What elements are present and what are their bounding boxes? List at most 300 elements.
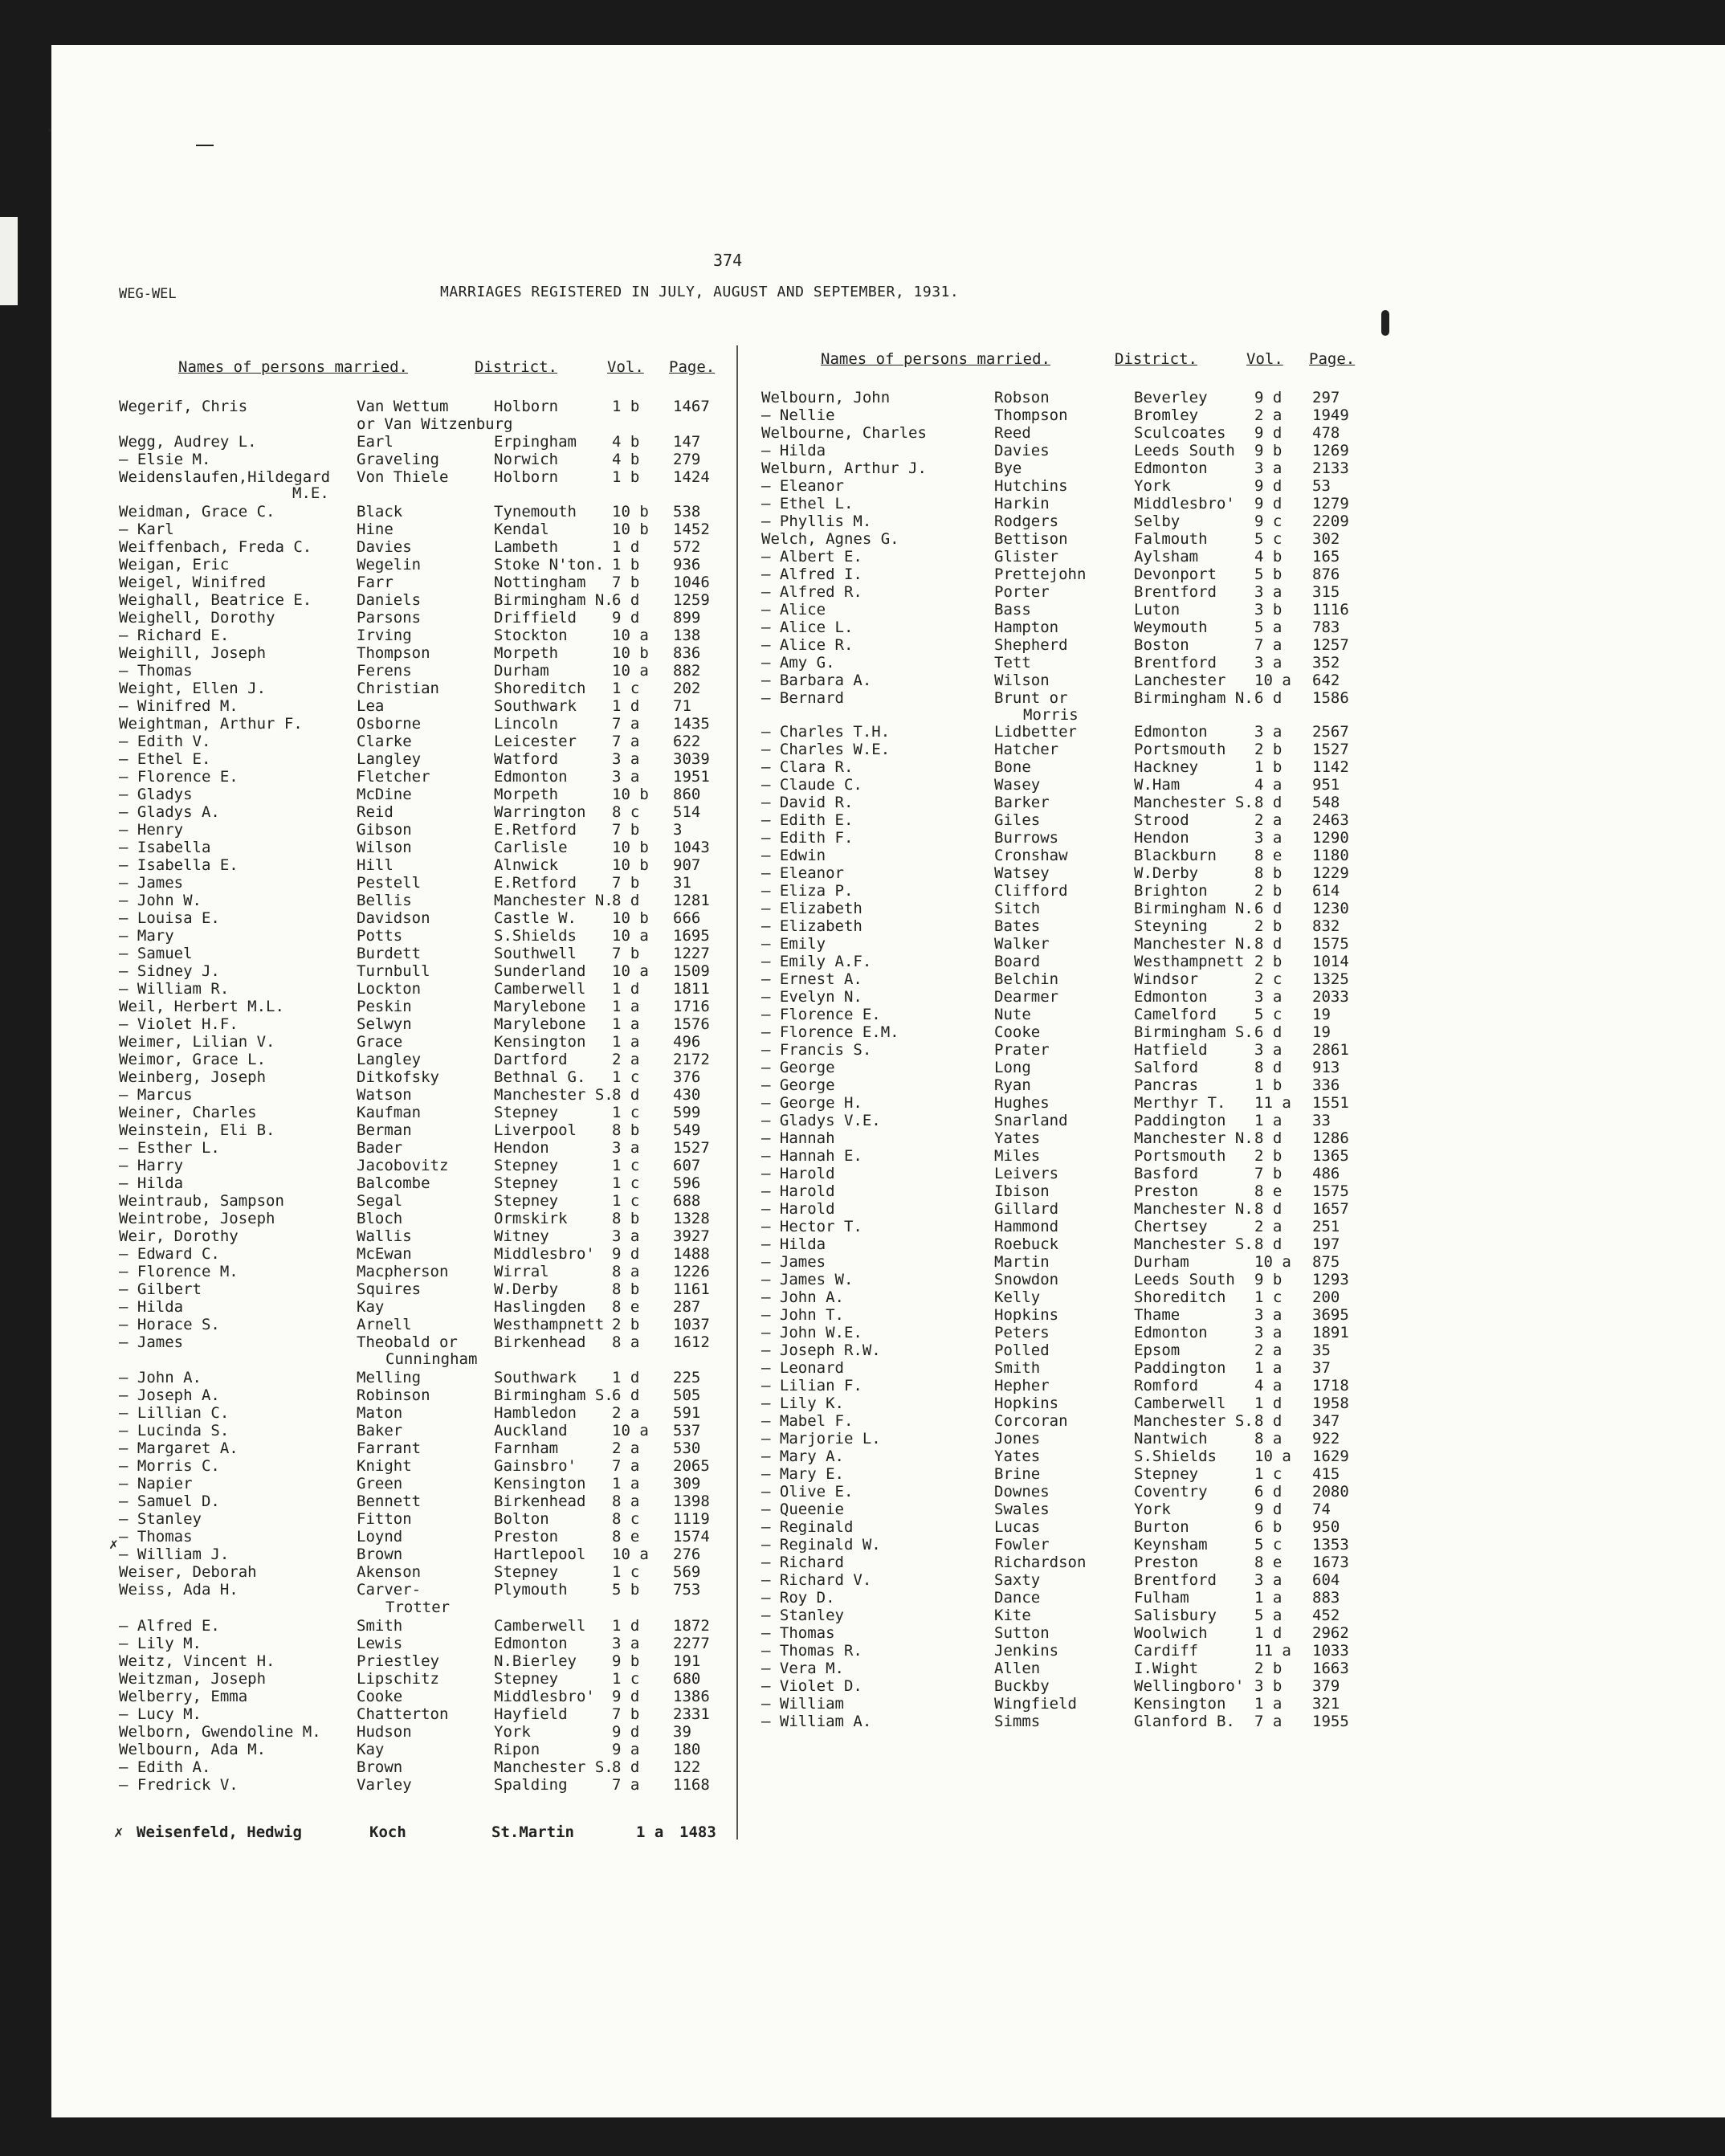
scan-blot: [1381, 310, 1389, 336]
entry-vol: 3 a: [1254, 1041, 1283, 1059]
entry-name: — Eliza P.: [761, 882, 854, 900]
entry-spouse: Kaufman: [357, 1104, 422, 1121]
section-code: WEG-WEL: [119, 286, 177, 302]
entry-page: 200: [1312, 1288, 1340, 1306]
entry-vol: 3 b: [1254, 601, 1283, 619]
entry-page: 514: [673, 803, 701, 821]
entry-page: 1955: [1312, 1713, 1349, 1730]
entry-vol: 5 a: [1254, 619, 1283, 636]
entry-name: — Vera M.: [761, 1660, 844, 1677]
entry-vol: 8 e: [612, 1298, 640, 1316]
table-row: [0, 1182, 1725, 1200]
entry-district: Blackburn: [1134, 847, 1217, 864]
entry-page: 836: [673, 644, 701, 662]
entry-name: Weisenfeld, Hedwig: [137, 1823, 302, 1841]
entry-district: Shoreditch: [1134, 1288, 1226, 1306]
entry-spouse: Brine: [994, 1465, 1041, 1483]
entry-spouse: Smith: [994, 1359, 1041, 1377]
entry-name: — Violet H.F.: [119, 1015, 239, 1033]
entry-name: — George H.: [761, 1094, 862, 1112]
entry-district: Paddington: [1134, 1359, 1226, 1377]
entry-district: Hackney: [1134, 758, 1199, 776]
entry-vol: 1 c: [612, 1174, 640, 1192]
entry-page: 604: [1312, 1571, 1340, 1589]
entry-name: — Thomas R.: [761, 1642, 862, 1660]
entry-spouse: Kite: [994, 1607, 1031, 1624]
entry-name: — Gilbert: [119, 1280, 202, 1298]
entry-vol: 10 a: [612, 1422, 649, 1439]
entry-district: Stepney: [494, 1192, 559, 1210]
entry-district: Hatfield: [1134, 1041, 1208, 1059]
entry-name: — Richard V.: [761, 1571, 872, 1589]
entry-vol: 1 b: [612, 398, 640, 415]
entry-name: — Albert E.: [761, 548, 862, 566]
entry-name: — Gladys: [119, 786, 193, 803]
entry-district: Manchester N.: [1134, 1200, 1254, 1218]
entry-page: 907: [673, 856, 701, 874]
entry-spouse: Shepherd: [994, 636, 1068, 654]
scan-dash: [196, 145, 214, 146]
entry-vol: 5 a: [1254, 1607, 1283, 1624]
entry-name: Weintraub, Sampson: [119, 1192, 284, 1210]
entry-district: York: [1134, 477, 1171, 495]
entry-page: 549: [673, 1121, 701, 1139]
entry-spouse: Hepher: [994, 1377, 1050, 1394]
entry-district: Hendon: [494, 1139, 549, 1157]
entry-vol: 2 b: [1254, 953, 1283, 970]
entry-vol: 7 a: [612, 715, 640, 733]
entry-name: — Louisa E.: [119, 909, 220, 927]
entry-vol: 6 b: [1254, 1518, 1283, 1536]
entry-district: Leicester: [494, 733, 577, 750]
entry-spouse: Koch: [369, 1823, 406, 1841]
entry-vol: 3 a: [1254, 583, 1283, 601]
entry-name: — Reginald W.: [761, 1536, 881, 1554]
entry-vol: 10 b: [612, 786, 649, 803]
table-row: [0, 864, 1725, 882]
entry-district: Leeds South: [1134, 1271, 1235, 1288]
entry-page: 225: [673, 1369, 701, 1386]
entry-district: Romford: [1134, 1377, 1199, 1394]
entry-page: 2172: [673, 1051, 710, 1068]
entry-page: 180: [673, 1741, 701, 1758]
entry-spouse: Hopkins: [994, 1394, 1059, 1412]
entry-page: 950: [1312, 1518, 1340, 1536]
table-row: [0, 1324, 1725, 1341]
entry-spouse: Varley: [357, 1776, 412, 1794]
entry-name: Welberry, Emma: [119, 1688, 248, 1705]
entry-district: N.Bierley: [494, 1652, 577, 1670]
table-row: [0, 601, 1725, 619]
entry-spouse: Peters: [994, 1324, 1050, 1341]
entry-name: Welburn, Arthur J.: [761, 459, 927, 477]
entry-district: Edmonton: [1134, 459, 1208, 477]
entry-spouse: Bellis: [357, 892, 412, 909]
entry-district: York: [1134, 1501, 1171, 1518]
page-title: MARRIAGES REGISTERED IN JULY, AUGUST AND SEPTEMBER, 1931.: [440, 284, 960, 300]
entry-name: — Charles T.H.: [761, 723, 891, 741]
entry-vol: 5 b: [612, 1581, 640, 1599]
entry-spouse: Chatterton: [357, 1705, 449, 1723]
entry-name: — Gladys A.: [119, 803, 220, 821]
entry-district: Middlesbro': [494, 1688, 595, 1705]
entry-name: Weitz, Vincent H.: [119, 1652, 275, 1670]
entry-spouse: Loynd: [357, 1528, 403, 1546]
entry-page: 165: [1312, 548, 1340, 566]
entry-page: 642: [1312, 672, 1340, 689]
entry-page: 596: [673, 1174, 701, 1192]
entry-page: 1116: [1312, 601, 1349, 619]
entry-spouse: Brunt or: [994, 689, 1068, 707]
entry-name: Weinberg, Joseph: [119, 1068, 267, 1086]
entry-vol: 10 a: [612, 962, 649, 980]
entry-district: Kensington: [1134, 1695, 1226, 1713]
entry-spouse: Davies: [994, 442, 1050, 459]
entry-spouse: Wallis: [357, 1227, 412, 1245]
entry-name: — Marcus: [119, 1086, 193, 1104]
entry-spouse: Brown: [357, 1546, 403, 1563]
entry-spouse: Jenkins: [994, 1642, 1059, 1660]
entry-name: — William A.: [761, 1713, 872, 1730]
entry-name: — Stanley: [119, 1510, 202, 1528]
table-row: [0, 1218, 1725, 1235]
entry-page: 1811: [673, 980, 710, 998]
table-row: [0, 1341, 1725, 1359]
entry-page: 936: [673, 556, 701, 574]
entry-spouse: Graveling: [357, 451, 439, 468]
entry-vol: 2 b: [1254, 1660, 1283, 1677]
entry-district: Alnwick: [494, 856, 559, 874]
table-row: [0, 1642, 1725, 1660]
entry-name: — Hector T.: [761, 1218, 862, 1235]
entry-spouse: Kelly: [994, 1288, 1041, 1306]
entry-spouse: Parsons: [357, 609, 422, 627]
entry-spouse: Farr: [357, 574, 394, 591]
entry-vol: 10 a: [612, 1546, 649, 1563]
entry-district: Stepney: [1134, 1465, 1199, 1483]
entry-vol: 1 c: [612, 1670, 640, 1688]
entry-name: — Olive E.: [761, 1483, 854, 1501]
entry-vol: 8 e: [1254, 1554, 1283, 1571]
entry-district: Hartlepool: [494, 1546, 586, 1563]
entry-name: Weighell, Dorothy: [119, 609, 275, 627]
entry-spouse: Cunningham: [385, 1350, 478, 1368]
entry-vol: 3 a: [1254, 723, 1283, 741]
table-row: [0, 1465, 1725, 1483]
entry-page: 1043: [673, 839, 710, 856]
entry-vol: 6 d: [1254, 900, 1283, 917]
entry-district: Nantwich: [1134, 1430, 1208, 1448]
entry-district: Auckland: [494, 1422, 568, 1439]
entry-district: Liverpool: [494, 1121, 577, 1139]
entry-spouse: Gillard: [994, 1200, 1059, 1218]
entry-vol: 8 a: [612, 1492, 640, 1510]
entry-name: — Bernard: [761, 689, 844, 707]
entry-spouse: Bettison: [994, 530, 1068, 548]
entry-page: 530: [673, 1439, 701, 1457]
entry-district: Birkenhead: [494, 1492, 586, 1510]
addendum-entry: [0, 1823, 1725, 1841]
entry-spouse: Earl: [357, 433, 394, 451]
entry-vol: 3 a: [1254, 829, 1283, 847]
entry-page: 197: [1312, 1235, 1340, 1253]
table-row: [0, 566, 1725, 583]
entry-district: Durham: [494, 662, 549, 680]
entry-district: Stepney: [494, 1670, 559, 1688]
table-row: [0, 1536, 1725, 1554]
entry-spouse: Yates: [994, 1448, 1041, 1465]
entry-page: 352: [1312, 654, 1340, 672]
entry-spouse: Selwyn: [357, 1015, 412, 1033]
entry-district: Paddington: [1134, 1112, 1226, 1129]
table-row: [0, 459, 1725, 477]
entry-page: 336: [1312, 1076, 1340, 1094]
entry-page: 538: [673, 503, 701, 521]
table-row: [0, 1412, 1725, 1430]
entry-name: — Napier: [119, 1475, 193, 1492]
entry-page: 1033: [1312, 1642, 1349, 1660]
entry-district: Leeds South: [1134, 442, 1235, 459]
entry-name: Welbourn, Ada M.: [119, 1741, 267, 1758]
entry-spouse: Langley: [357, 750, 422, 768]
entry-name: — Alfred E.: [119, 1617, 220, 1635]
table-row: [0, 672, 1725, 689]
entry-vol: 7 b: [612, 821, 640, 839]
entry-spouse: Berman: [357, 1121, 412, 1139]
entry-district: Kensington: [494, 1475, 586, 1492]
entry-vol: 7 b: [612, 945, 640, 962]
entry-district: Birmingham S.: [494, 1386, 614, 1404]
entry-page: 569: [673, 1563, 701, 1581]
entry-district: Stoke N'ton.: [494, 556, 605, 574]
entry-name: — Emily A.F.: [761, 953, 872, 970]
entry-spouse: Morris: [1023, 706, 1079, 724]
entry-spouse: Leivers: [994, 1165, 1059, 1182]
entry-district: Hendon: [1134, 829, 1189, 847]
entry-spouse: Hatcher: [994, 741, 1059, 758]
entry-district: Hambledon: [494, 1404, 577, 1422]
entry-district: Camberwell: [494, 980, 586, 998]
table-row: [0, 1112, 1725, 1129]
entry-page: 1230: [1312, 900, 1349, 917]
entry-vol: 1 a: [636, 1823, 664, 1841]
entry-spouse: Robinson: [357, 1386, 430, 1404]
entry-name: — Ernest A.: [761, 970, 862, 988]
entry-name: — Eleanor: [761, 477, 844, 495]
entry-name: M.E.: [292, 484, 329, 502]
entry-district: Wirral: [494, 1263, 549, 1280]
entry-vol: 1 d: [1254, 1624, 1283, 1642]
entry-name: Wegg, Audrey L.: [119, 433, 257, 451]
entry-spouse: Van Wettum: [357, 398, 449, 415]
entry-district: Middlesbro': [1134, 495, 1235, 512]
entry-spouse: Thompson: [357, 644, 430, 662]
entry-page: 1629: [1312, 1448, 1349, 1465]
entry-page: 74: [1312, 1501, 1331, 1518]
entry-page: 321: [1312, 1695, 1340, 1713]
entry-spouse: Akenson: [357, 1563, 422, 1581]
entry-name: — Ethel L.: [761, 495, 854, 512]
entry-name: Welbourn, John: [761, 389, 891, 406]
table-row: [0, 1377, 1725, 1394]
entry-spouse: Bye: [994, 459, 1022, 477]
entry-vol: 2 b: [1254, 917, 1283, 935]
entry-name: — John W.: [119, 892, 202, 909]
entry-vol: 6 d: [612, 1386, 640, 1404]
entry-spouse: Giles: [994, 811, 1041, 829]
table-row: [0, 1129, 1725, 1147]
entry-district: Bethnal G.: [494, 1068, 586, 1086]
entry-district: Camelford: [1134, 1006, 1217, 1023]
table-row: [0, 1059, 1725, 1076]
entry-name: — William: [761, 1695, 844, 1713]
entry-name: — Lilian F.: [761, 1377, 862, 1394]
entry-spouse: Turnbull: [357, 962, 430, 980]
table-row: [0, 1483, 1725, 1501]
entry-spouse: Knight: [357, 1457, 412, 1475]
entry-page: 19: [1312, 1023, 1331, 1041]
entry-district: Erpingham: [494, 433, 577, 451]
entry-spouse: Jones: [994, 1430, 1041, 1448]
entry-district: Brentford: [1134, 654, 1217, 672]
entry-vol: 4 b: [1254, 548, 1283, 566]
entry-vol: 2 b: [1254, 882, 1283, 900]
entry-spouse: Macpherson: [357, 1263, 449, 1280]
table-row: [0, 1271, 1725, 1288]
entry-name: Weir, Dorothy: [119, 1227, 239, 1245]
entry-spouse: Bass: [994, 601, 1031, 619]
entry-spouse: Hine: [357, 521, 394, 538]
entry-district: Norwich: [494, 451, 559, 468]
entry-page: 622: [673, 733, 701, 750]
entry-vol: 6 d: [1254, 689, 1283, 707]
entry-district: Haslingden: [494, 1298, 586, 1316]
entry-page: 297: [1312, 389, 1340, 406]
entry-name: — Elsie M.: [119, 451, 211, 468]
table-row: [0, 900, 1725, 917]
entry-page: 1286: [1312, 1129, 1349, 1147]
entry-spouse: Lidbetter: [994, 723, 1077, 741]
entry-name: — Edwin: [761, 847, 826, 864]
entry-vol: 10 a: [612, 627, 649, 644]
entry-district: Southwell: [494, 945, 577, 962]
entry-name: — Winifred M.: [119, 697, 239, 715]
entry-vol: 10 b: [612, 644, 649, 662]
entry-name: — Morris C.: [119, 1457, 220, 1475]
table-row: [0, 1448, 1725, 1465]
entry-page: 951: [1312, 776, 1340, 794]
entry-vol: 2 b: [1254, 1147, 1283, 1165]
entry-name: — George: [761, 1059, 835, 1076]
entry-district: Sunderland: [494, 962, 586, 980]
entry-spouse: or Van Witzenburg: [357, 415, 513, 433]
entry-vol: 9 d: [612, 1723, 640, 1741]
entry-page: 2065: [673, 1457, 710, 1475]
entry-district: Manchester S.: [494, 1086, 614, 1104]
entry-district: Cardiff: [1134, 1642, 1199, 1660]
entry-vol: 9 b: [1254, 1271, 1283, 1288]
entry-district: Brentford: [1134, 1571, 1217, 1589]
entry-spouse: Brown: [357, 1758, 403, 1776]
entry-spouse: Hammond: [994, 1218, 1059, 1235]
header-names-right: Names of persons married.: [821, 350, 1050, 368]
entry-name: Weitzman, Joseph: [119, 1670, 267, 1688]
entry-vol: 8 d: [1254, 1129, 1283, 1147]
entry-page: 1226: [673, 1263, 710, 1280]
entry-name: — Edith F.: [761, 829, 854, 847]
entry-spouse: Robson: [994, 389, 1050, 406]
entry-vol: 5 c: [1254, 530, 1283, 548]
table-row: [0, 1253, 1725, 1271]
entry-spouse: Fletcher: [357, 768, 430, 786]
entry-name: — Alice R.: [761, 636, 854, 654]
entry-page: 486: [1312, 1165, 1340, 1182]
entry-name: — John A.: [119, 1369, 202, 1386]
entry-spouse: Bennett: [357, 1492, 422, 1510]
entry-spouse: Harkin: [994, 495, 1050, 512]
entry-name: Welborn, Gwendoline M.: [119, 1723, 321, 1741]
entry-page: 860: [673, 786, 701, 803]
table-row: [0, 1023, 1725, 1041]
entry-name: — Edith V.: [119, 733, 211, 750]
entry-name: — Alice L.: [761, 619, 854, 636]
entry-page: 883: [1312, 1589, 1340, 1607]
entry-page: 2567: [1312, 723, 1349, 741]
entry-district: Lincoln: [494, 715, 559, 733]
entry-spouse: Kay: [357, 1741, 385, 1758]
entry-name: — Thomas: [119, 1528, 193, 1546]
table-row: [0, 970, 1725, 988]
entry-spouse: Davies: [357, 538, 412, 556]
entry-district: Stepney: [494, 1104, 559, 1121]
entry-vol: 10 b: [612, 856, 649, 874]
entry-name: — Amy G.: [761, 654, 835, 672]
entry-spouse: Allen: [994, 1660, 1041, 1677]
entry-page: 276: [673, 1546, 701, 1563]
entry-spouse: Cooke: [994, 1023, 1041, 1041]
entry-page: 251: [1312, 1218, 1340, 1235]
entry-district: S.Shields: [494, 927, 577, 945]
entry-spouse: Burrows: [994, 829, 1059, 847]
entry-district: Brentford: [1134, 583, 1217, 601]
table-row: [0, 619, 1725, 636]
entry-spouse: Wegelin: [357, 556, 422, 574]
entry-district: Manchester S.: [1134, 1412, 1254, 1430]
entry-vol: 1 c: [612, 1157, 640, 1174]
entry-vol: 7 a: [612, 1457, 640, 1475]
entry-page: 1657: [1312, 1200, 1349, 1218]
entry-spouse: Trotter: [385, 1599, 451, 1616]
entry-page: 147: [673, 433, 701, 451]
entry-page: 2962: [1312, 1624, 1349, 1642]
entry-page: 315: [1312, 583, 1340, 601]
entry-district: Westhampnett: [1134, 953, 1245, 970]
scan-dot: [48, 129, 51, 132]
entry-vol: 3 a: [612, 1227, 640, 1245]
entry-page: 3927: [673, 1227, 710, 1245]
entry-district: Hayfield: [494, 1705, 568, 1723]
entry-district: Salisbury: [1134, 1607, 1217, 1624]
entry-page: 1290: [1312, 829, 1349, 847]
entry-page: 2861: [1312, 1041, 1349, 1059]
entry-name: — Barbara A.: [761, 672, 872, 689]
entry-vol: 10 b: [612, 839, 649, 856]
entry-name: — John A.: [761, 1288, 844, 1306]
entry-name: Weiner, Charles: [119, 1104, 257, 1121]
entry-page: 1716: [673, 998, 710, 1015]
entry-name: Weimer, Lilian V.: [119, 1033, 275, 1051]
table-row: [0, 1430, 1725, 1448]
